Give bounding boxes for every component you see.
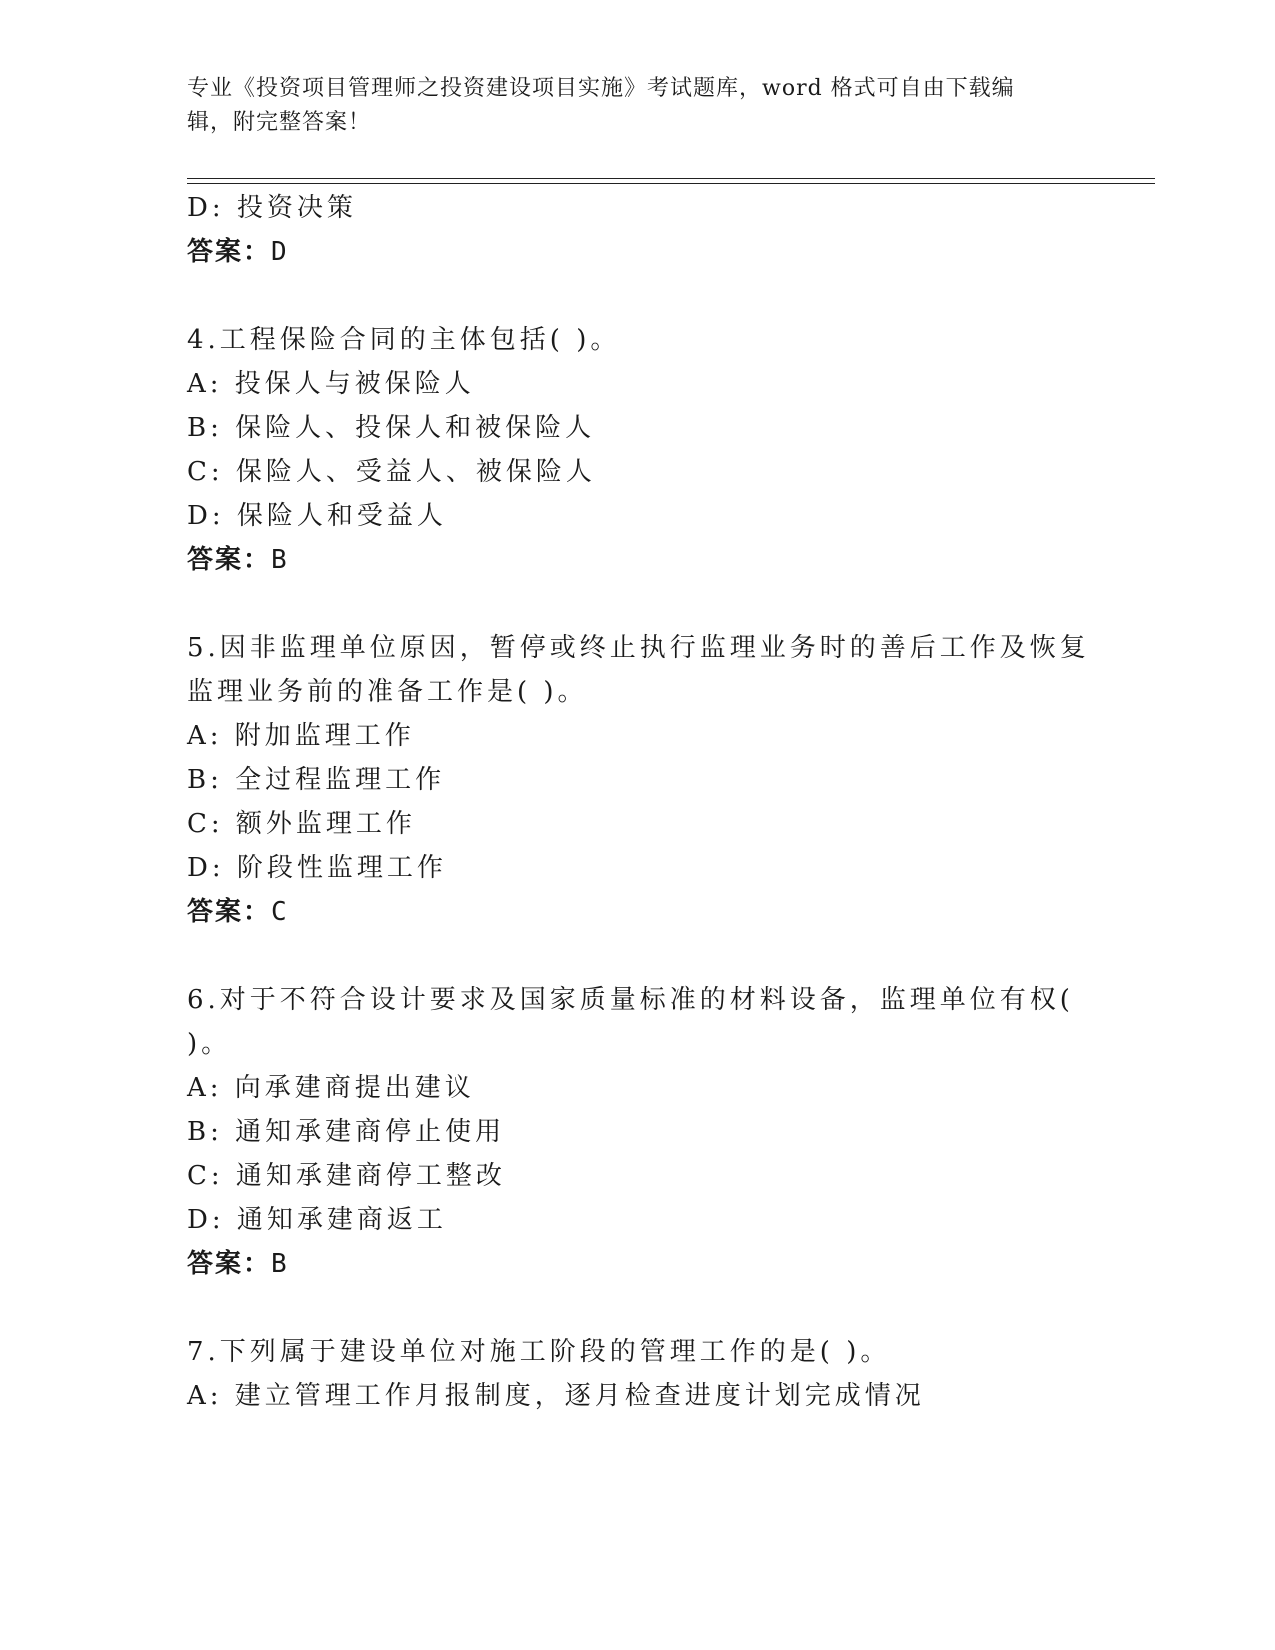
q6-answer — [187, 1246, 289, 1282]
q4-answer — [187, 542, 289, 578]
q3-option-d: D: 投资决策 — [187, 193, 357, 223]
q4-option-d: D: 保险人和受益人 — [187, 501, 447, 531]
q6-option-d: D: 通知承建商返工 — [187, 1205, 447, 1235]
q5-option-b: B: 全过程监理工作 — [187, 765, 446, 795]
q5-answer-label: 答案： — [187, 897, 272, 927]
q3-answer-value: D — [271, 237, 289, 267]
q4-option-c: C: 保险人、受益人、被保险人 — [187, 457, 596, 487]
header-intro-line-1: 专业《投资项目管理师之投资建设项目实施》考试题库，word 格式可自由下载编 — [187, 76, 1015, 101]
q6-option-c: C: 通知承建商停工整改 — [187, 1161, 506, 1191]
q5-option-c: C: 额外监理工作 — [187, 809, 416, 839]
q6-option-a: A: 向承建商提出建议 — [187, 1073, 475, 1103]
q6-answer-value: B — [271, 1249, 289, 1279]
q5-option-a: A: 附加监理工作 — [187, 721, 415, 751]
q5-answer — [187, 894, 289, 930]
q3-answer-label: 答案： — [187, 237, 272, 267]
q7-stem: 7.下列属于建设单位对施工阶段的管理工作的是( )。 — [187, 1337, 891, 1367]
q5-stem-line-1: 5.因非监理单位原因，暂停或终止执行监理业务时的善后工作及恢复 — [187, 633, 1090, 663]
q6-stem-line-2: )。 — [187, 1029, 232, 1059]
q3-answer — [187, 234, 289, 270]
q4-answer-value: B — [271, 545, 289, 575]
q7-option-a: A: 建立管理工作月报制度，逐月检查进度计划完成情况 — [187, 1381, 925, 1411]
q4-answer-label: 答案： — [187, 545, 272, 575]
document-header — [187, 72, 1067, 140]
q4-stem: 4.工程保险合同的主体包括( )。 — [187, 325, 621, 355]
q6-stem-line-1: 6.对于不符合设计要求及国家质量标准的材料设备，监理单位有权( — [187, 985, 1074, 1015]
q5-option-d: D: 阶段性监理工作 — [187, 853, 447, 883]
q4-option-b: B: 保险人、投保人和被保险人 — [187, 413, 596, 443]
q5-answer-value: C — [271, 897, 289, 927]
q6-option-b: B: 通知承建商停止使用 — [187, 1117, 506, 1147]
header-divider-top — [187, 178, 1155, 179]
q4-option-a: A: 投保人与被保险人 — [187, 369, 475, 399]
header-divider-bottom — [187, 183, 1155, 184]
header-intro-line-2: 辑，附完整答案！ — [187, 110, 372, 135]
q6-answer-label: 答案： — [187, 1249, 272, 1279]
q5-stem-line-2: 监理业务前的准备工作是( )。 — [187, 677, 588, 707]
